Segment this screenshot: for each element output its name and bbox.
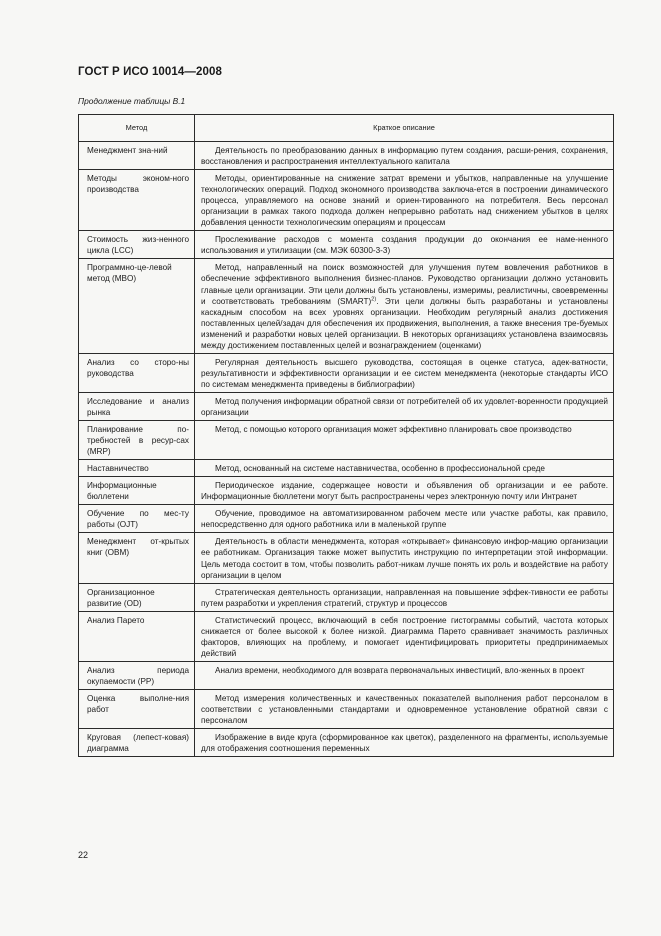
method-cell: Исследование и анализ рынка: [79, 392, 195, 420]
method-cell: Анализ Парето: [79, 611, 195, 661]
table-row: [79, 142, 614, 170]
description-cell: Прослеживание расходов с момента создания продукции до окончания ее наме-ненного использования и утилизации (см. МЭК 60300-3-3): [195, 231, 614, 259]
table-row: [79, 505, 614, 533]
method-cell: Наставничество: [79, 460, 195, 477]
description-cell: Деятельность по преобразованию данных в информацию путем создания, расши-рения, сохранения, восстановления и распространения интеллектуального капитала: [195, 142, 614, 170]
description-cell: Стратегическая деятельность организации, направленная на повышение эффек-тивности ее работы путем разработки и укрепления стратегий, структур и процессов: [195, 583, 614, 611]
column-header-description: Краткое описание: [195, 115, 614, 142]
description-cell: Метод измерения количественных и качественных показателей выполнения работ персоналом в соответствии с установленными стандартами и одновременное установление обратной связи с персоналом: [195, 689, 614, 728]
methods-table: [78, 114, 614, 757]
method-cell: Анализ со сторо-ны руководства: [79, 353, 195, 392]
description-cell: Метод, с помощью которого организация может эффективно планировать свое производство: [195, 421, 614, 460]
table-row: [79, 661, 614, 689]
description-text-part: Метод, направленный на поиск возможностей для улучшения путем вовлечения работников в обеспечение эффективного выполнения бизнес-планов. Руководство организации должно установить главные цели организации. Эти цели должны быть установлены, измеримы, реалистичны, своевременны и соответствовать требованиям (SMART): [201, 263, 608, 306]
description-cell: Метод, основанный на системе наставничества, особенно в профессиональной среде: [195, 460, 614, 477]
table-row: [79, 583, 614, 611]
description-cell: [195, 259, 614, 353]
method-cell: Информационные бюллетени: [79, 477, 195, 505]
method-cell: Круговая (лепест-ковая) диаграмма: [79, 729, 195, 757]
table-header-row: [79, 115, 614, 142]
description-cell: Деятельность в области менеджмента, которая «открывает» финансовую инфор-мацию организации ее работникам. Организация также может выпустить инструкцию по интерпретации этой информации. Цель метода состоит в том, чтобы позволить работ-никам лучше понять их роль и воздействие на работу организации в целом: [195, 533, 614, 583]
method-cell: Организационное развитие (OD): [79, 583, 195, 611]
table-row: [79, 729, 614, 757]
description-cell: Статистический процесс, включающий в себя построение гистограммы событий, частота которых снижается от более высокой к более низкой. Диаграмма Парето сравнивает значимость различных факторов, влияющих на проблему, и помогает идентифицировать приоритеты предпринимаемых действий: [195, 611, 614, 661]
document-header: ГОСТ Р ИСО 10014—2008: [78, 66, 223, 78]
method-cell: Методы эконом-ного производства: [79, 170, 195, 231]
description-cell: Изображение в виде круга (сформированное как цветок), разделенного на фрагменты, используемые для отображения соотношения переменных: [195, 729, 614, 757]
description-cell: Метод получения информации обратной связи от потребителей об их удовлет-воренности продукцией организации: [195, 392, 614, 420]
table-row: [79, 421, 614, 460]
column-header-method: Метод: [79, 115, 195, 142]
method-cell: Анализ периода окупаемости (PP): [79, 661, 195, 689]
table-caption: Продолжение таблицы В.1: [78, 96, 186, 106]
table-row: [79, 353, 614, 392]
table-row: [79, 611, 614, 661]
method-cell: Оценка выполне-ния работ: [79, 689, 195, 728]
description-text-part: . Эти цели должны быть разработаны и установлены каскадным способом на всех уровнях организации. Необходим регулярный анализ достижения поставленных целей/задач для обеспечения их продвижения, выполнения, а также внесения тре-буемых изменений и разработки новых целей организации. В некоторых организациях установлена взаимосвязь между достижением поставленных целей и вознаграждением (оценками): [201, 296, 609, 350]
table-row: [79, 460, 614, 477]
table-row: [79, 170, 614, 231]
method-cell: Планирование по-требностей в ресур-сах (MRP): [79, 421, 195, 460]
description-cell: Методы, ориентированные на снижение затрат времени и убытков, направленные на улучшение технологических операций. Подход экономного производства заключа-ется в построении динамического процесса, управляемого на основе знаний и ориен-тированного на потребителя. Весь персонал организации в рамках такого подхода должен непрерывно работать над снижением убытков в целях добавления ценности технологическим операциям и процессам: [195, 170, 614, 231]
method-cell: Программно-це-левой метод (MBO): [79, 259, 195, 353]
method-cell: Менеджмент зна-ний: [79, 142, 195, 170]
table-row: [79, 533, 614, 583]
method-cell: Стоимость жиз-ненного цикла (LCC): [79, 231, 195, 259]
table-row: [79, 392, 614, 420]
description-cell: Регулярная деятельность высшего руководства, состоящая в оценке статуса, адек-ватности, результативности и эффективности организации и ее систем менеджмента (некоторые стандарты ИСО по системам менеджмента приведены в библиографии): [195, 353, 614, 392]
description-cell: Обучение, проводимое на автоматизированном рабочем месте или участке работы, как правило, непосредственно для одного работника или в маленькой группе: [195, 505, 614, 533]
method-cell: Обучение по мес-ту работы (OJT): [79, 505, 195, 533]
table-row: [79, 689, 614, 728]
method-cell: Менеджмент от-крытых книг (OBM): [79, 533, 195, 583]
description-cell: Анализ времени, необходимого для возврата первоначальных инвестиций, вло-женных в проект: [195, 661, 614, 689]
footnote-marker: 2): [371, 295, 377, 302]
page-number: 22: [78, 850, 89, 860]
table-row: [79, 231, 614, 259]
table-row: [79, 259, 614, 353]
description-cell: Периодическое издание, содержащее новости и объявления об организации и ее работе. Информационные бюллетени могут быть распространены через электронную почту или Интранет: [195, 477, 614, 505]
table-row: [79, 477, 614, 505]
